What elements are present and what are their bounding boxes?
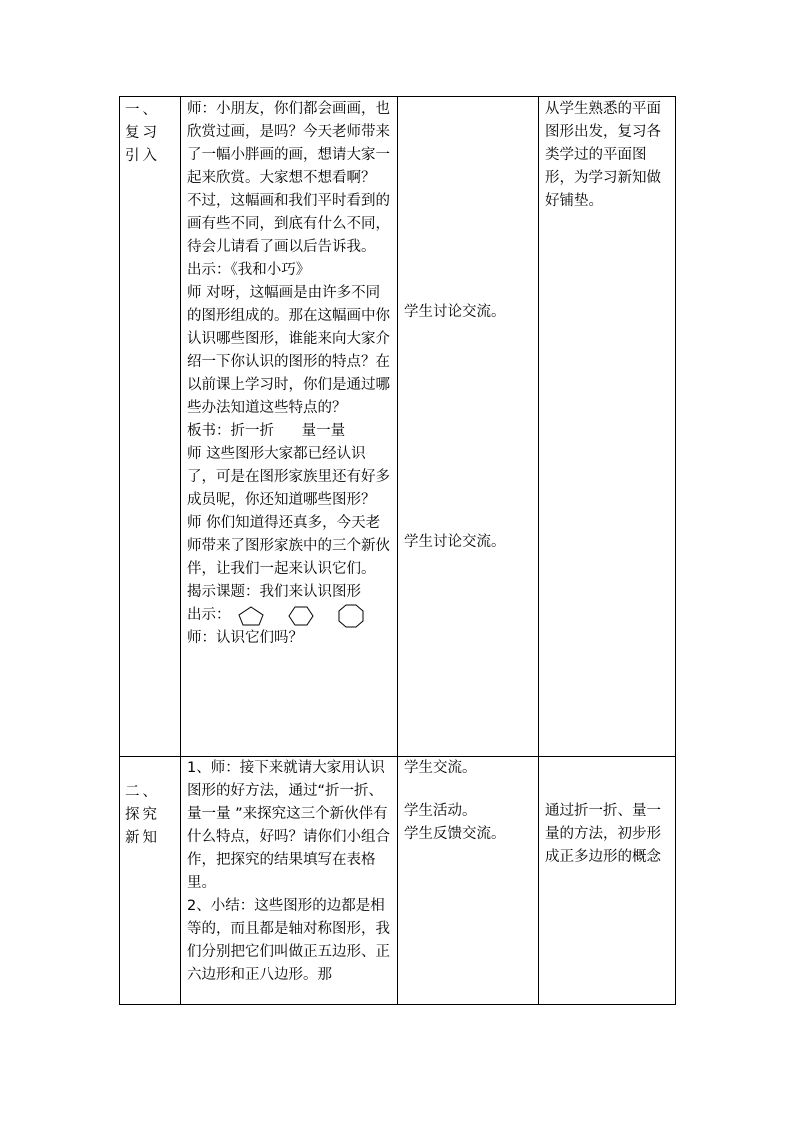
pentagon-icon — [237, 605, 265, 627]
shapes-display-line — [187, 604, 393, 627]
teacher-paragraph: 师：认识它们吗？ — [187, 630, 303, 646]
teacher-paragraph: 揭示课题：我们来认识图形 — [187, 584, 361, 600]
teacher-paragraph: 师 你们知道得还真多，今天老师带来了图形家族中的三个新伙伴，让我们一起来认识它们。 — [187, 515, 390, 577]
student-activity-text: 学生讨论交流。 — [404, 304, 506, 320]
lesson-plan-table — [119, 96, 676, 1005]
teacher-paragraph: 1、师：接下来就请大家用认识图形的好方法，通过“折一折、量一量 ”来探究这三个新伙伴有什么特点，好吗？请你们小组合作，把探究的结果填写在表格里。 — [187, 760, 390, 891]
teacher-paragraph: 不过，这幅画和我们平时看到的画有些不同，到底有什么不同，待会儿请看了画以后告诉我。 — [187, 193, 390, 255]
teacher-activity-cell — [181, 97, 398, 757]
student-activity-text: 学生反馈交流。 — [404, 826, 506, 842]
teacher-paragraph: 师 这些图形大家都已经认识了，可是在图形家族里还有好多成员呢，你还知道哪些图形？ — [187, 446, 390, 508]
teacher-paragraph: 师 对呀，这幅画是由许多不同的图形组成的。那在这幅画中你认识哪些图形，谁能来向大家介绍一下你认识的图形的特点？在以前课上学习时，你们是通过哪些办法知道这些特点的？ — [187, 285, 390, 416]
teacher-paragraph: 板书：折一折 量一量 — [187, 423, 346, 439]
design-intent-text: 通过折一折、量一量的方法，初步形成正多边形的概念 — [545, 803, 661, 865]
stage-cell — [120, 757, 181, 1005]
table-row — [120, 757, 676, 1005]
teacher-paragraph: 出示： — [187, 607, 231, 623]
teacher-paragraph: 师：小朋友，你们都会画画，也欣赏过画，是吗？今天老师带来了一幅小胖画的画，想请大家一起来欣赏。大家想不想看啊？ — [187, 101, 390, 186]
student-activity-cell — [398, 97, 539, 757]
teacher-paragraph: 2、小结：这些图形的边都是相等的，而且都是轴对称图形，我们分别把它们叫做正五边形、正六边形和正八边形。那 — [187, 898, 390, 983]
design-intent-cell — [539, 97, 676, 757]
stage-label: 二、探究 新知 — [125, 784, 160, 846]
table-row — [120, 97, 676, 757]
octagon-icon — [337, 604, 365, 628]
student-activity-cell — [398, 757, 539, 1005]
hexagon-icon — [287, 605, 315, 627]
stage-label: 一、复习 引入 — [125, 102, 160, 164]
student-activity-text: 学生交流。 — [404, 760, 477, 776]
design-intent-text: 从学生熟悉的平面图形出发，复习各类学过的平面图形，为学习新知做好铺垫。 — [545, 101, 661, 209]
teacher-activity-cell — [181, 757, 398, 1005]
stage-cell — [120, 97, 181, 757]
teacher-paragraph: 出示：《我和小巧》 — [187, 262, 311, 278]
design-intent-cell — [539, 757, 676, 1005]
student-activity-text: 学生讨论交流。 — [404, 534, 506, 550]
student-activity-text: 学生活动。 — [404, 803, 477, 819]
